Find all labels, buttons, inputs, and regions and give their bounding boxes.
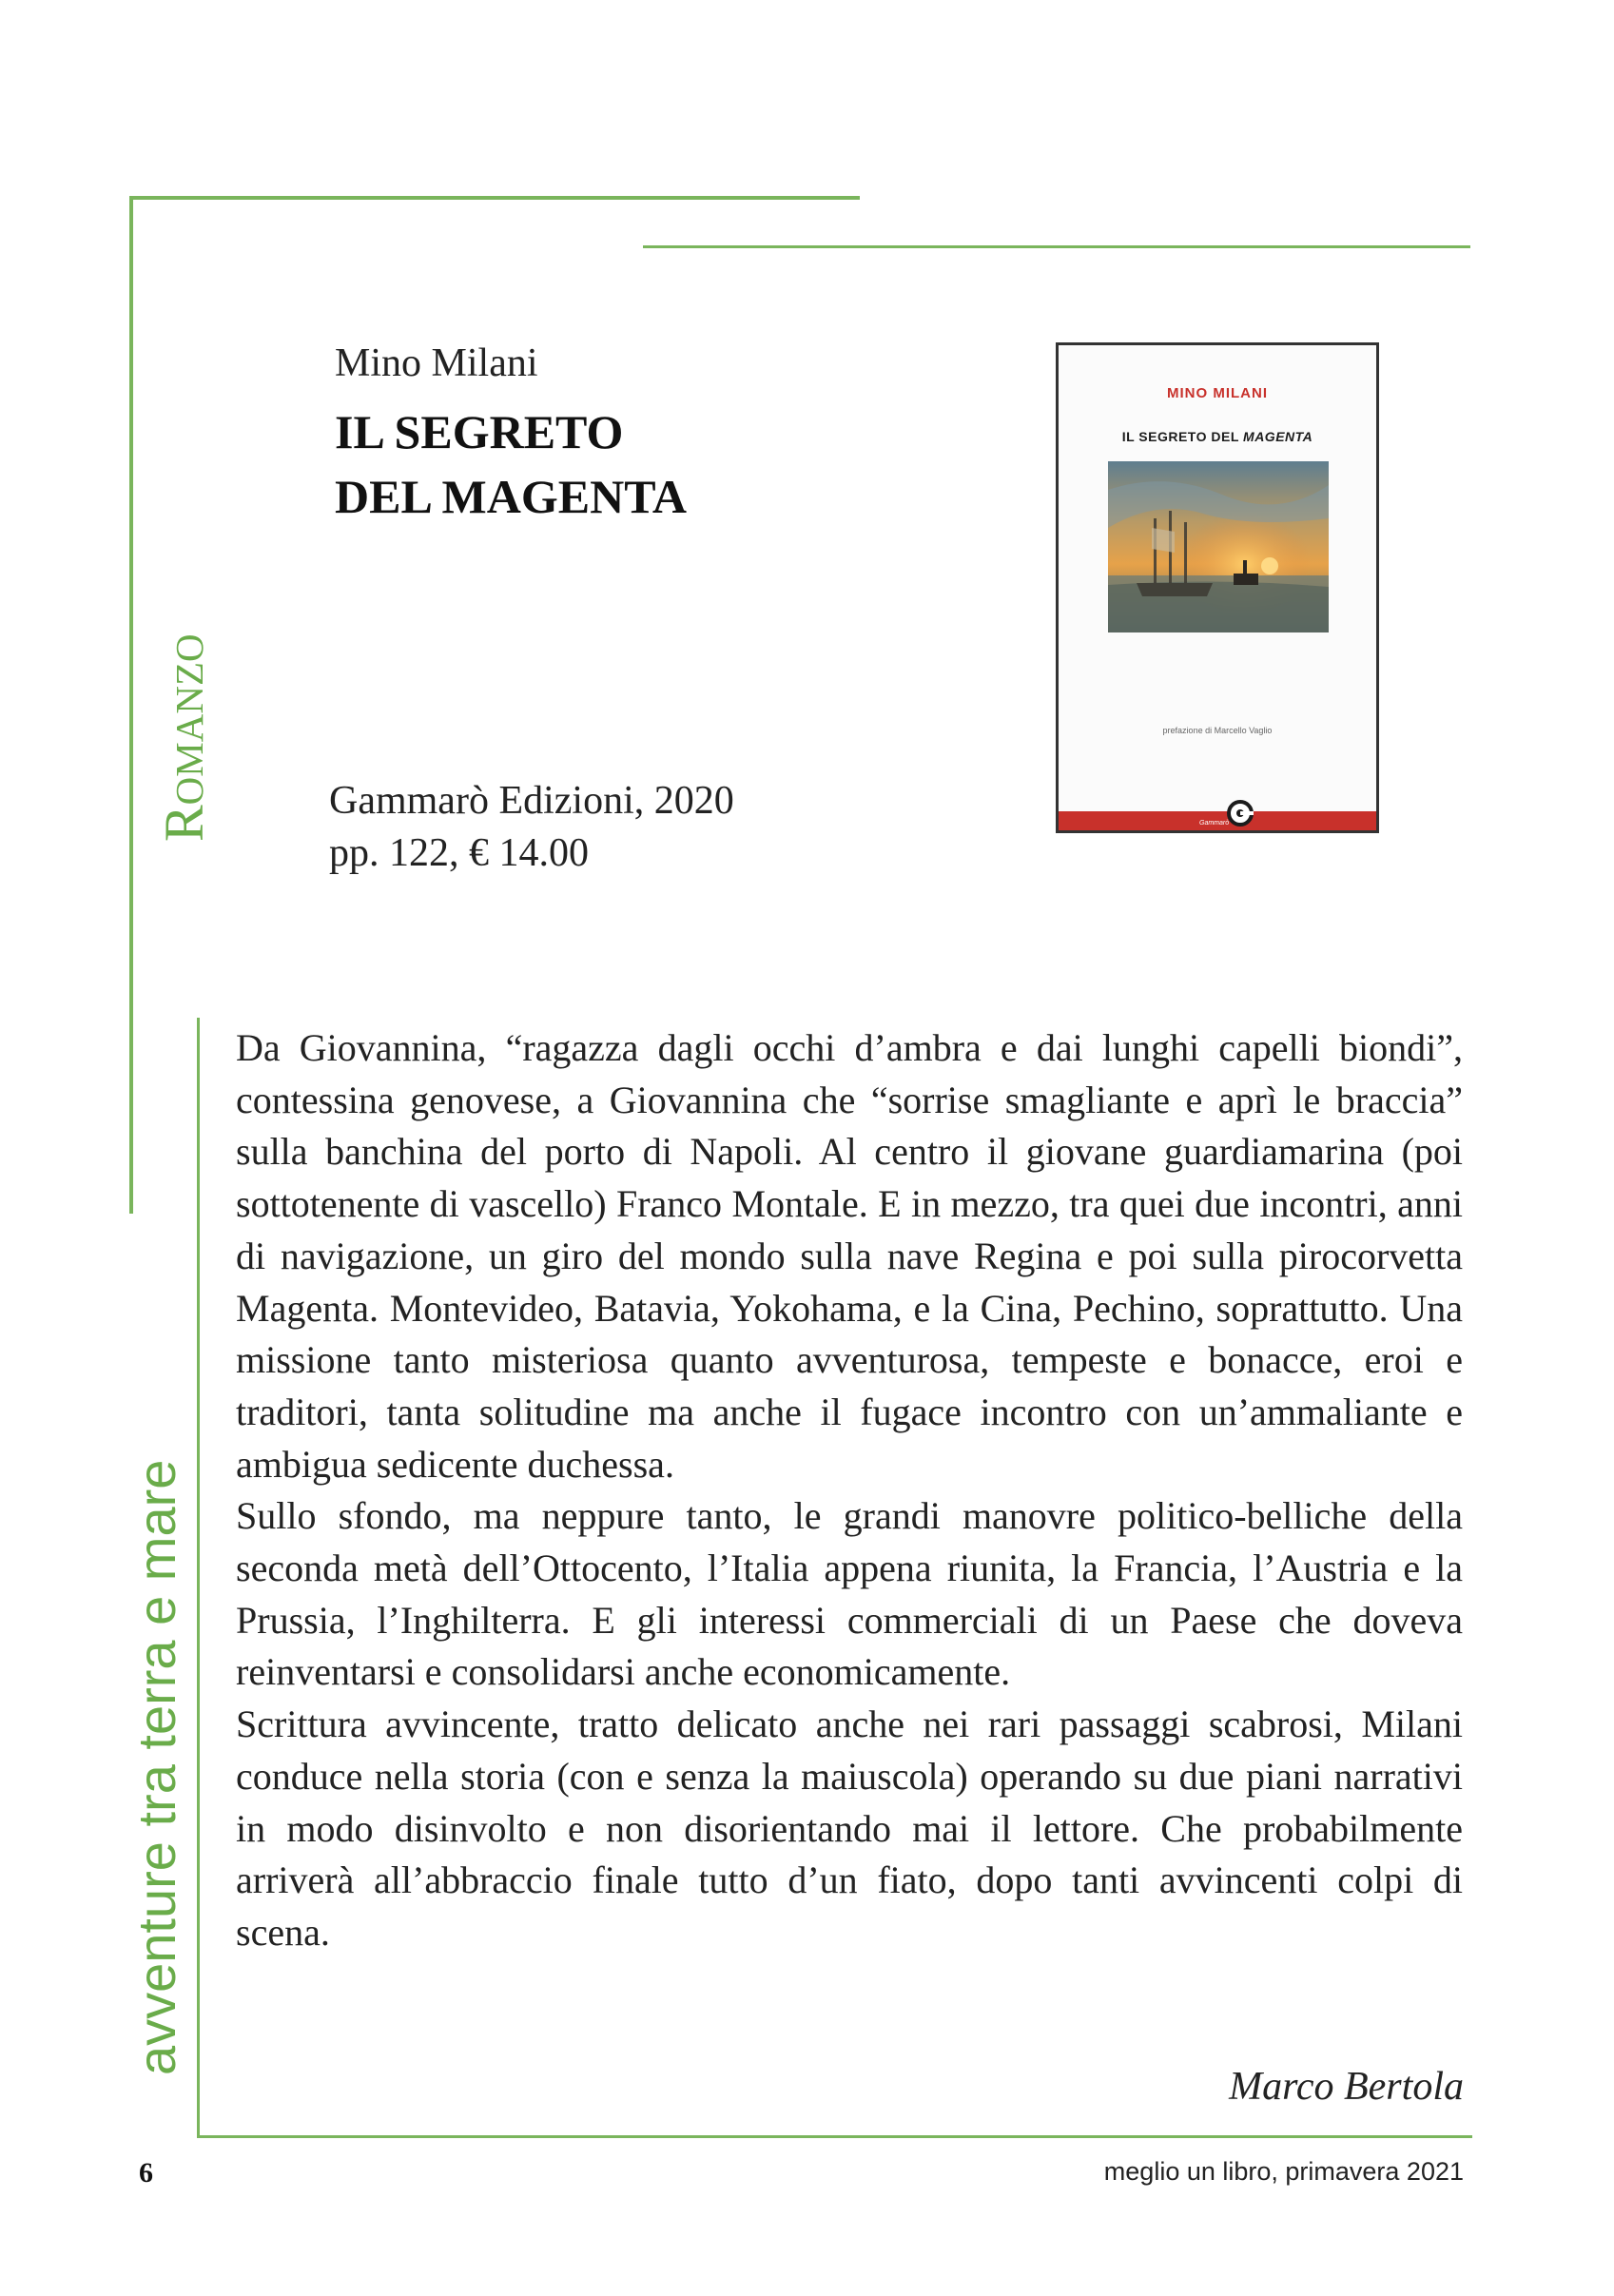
top-rule-right — [643, 245, 1470, 248]
left-rule-lower — [197, 1018, 200, 2138]
publisher-logo-icon — [1226, 799, 1254, 827]
cover-author: MINO MILANI — [1167, 385, 1268, 401]
section-label: avventure tra terra e mare — [126, 1459, 186, 2075]
top-rule-left — [129, 196, 860, 200]
magazine-footer: meglio un libro, primavera 2021 — [1103, 2157, 1464, 2186]
cover-title-prefix: IL SEGRETO DEL — [1121, 429, 1244, 444]
pages-price: pp. 122, € 14.00 — [329, 831, 589, 875]
ship-at-sunset-painting — [1108, 461, 1329, 632]
cover-publisher: Gammarò — [1199, 820, 1230, 827]
page-number: 6 — [139, 2157, 153, 2189]
review-body — [236, 1022, 1463, 1959]
publication-info — [329, 775, 734, 880]
review-signature: Marco Bertola — [1229, 2065, 1464, 2109]
review-paragraph-2: Sullo sfondo, ma neppure tanto, le grandi manovre politico-belliche della seconda metà dell’Ottocento, l’Italia appena riunita, la Francia, l’Austria e la Prussia, l’Inghilterra. E gli interessi commerciali di un Paese che doveva reinventarsi e consolidarsi anche economicamente. — [236, 1494, 1463, 1694]
book-title-line2: DEL MAGENTA — [335, 470, 687, 523]
cover-title — [1059, 429, 1376, 444]
review-paragraph-1: Da Giovannina, “ragazza dagli occhi d’ambra e dai lunghi capelli biondi”, contessina genovese, a Giovannina che “sorrise smagliante e aprì le braccia” sulla banchina del porto di Napoli. Al centro il giovane guardiamarina (poi sottotenente di vascello) Franco Montale. E in mezzo, tra quei due incontri, anni di navigazione, un giro del mondo sulla nave Regina e poi sulla pirocorvetta Magenta. Montevideo, Batavia, Yokohama, e la Cina, Pechino, soprattutto. Una missione tanto misteriosa quanto avventurosa, tempeste e bonacce, eroi e traditori, tanta solitudine ma anche il fugace incontro con un’ammaliante e ambigua sedicente duchessa. — [236, 1026, 1463, 1486]
cover-footer-bar — [1059, 811, 1376, 830]
category-label: Romanzo — [153, 633, 215, 842]
book-title — [335, 399, 687, 529]
bottom-rule — [197, 2135, 1472, 2138]
cover-title-italic: MAGENTA — [1243, 429, 1313, 444]
review-paragraph-3: Scrittura avvincente, tratto delicato anche nei rari passaggi scabrosi, Milani conduce nella storia (con e senza la maiuscola) operando su due piani narrativi in modo disinvolto e non disorientando mai il lettore. Che probabilmente arriverà all’abbraccio finale tutto d’un fiato, dopo tanti avvincenti colpi di scena. — [236, 1703, 1463, 1954]
left-rule-upper — [129, 196, 133, 1214]
book-author: Mino Milani — [335, 341, 538, 385]
publisher-year: Gammarò Edizioni, 2020 — [329, 779, 734, 823]
book-title-line1: IL SEGRETO — [335, 405, 624, 458]
cover-preface: prefazione di Marcello Vaglio — [1162, 726, 1273, 735]
book-cover — [1056, 342, 1379, 833]
